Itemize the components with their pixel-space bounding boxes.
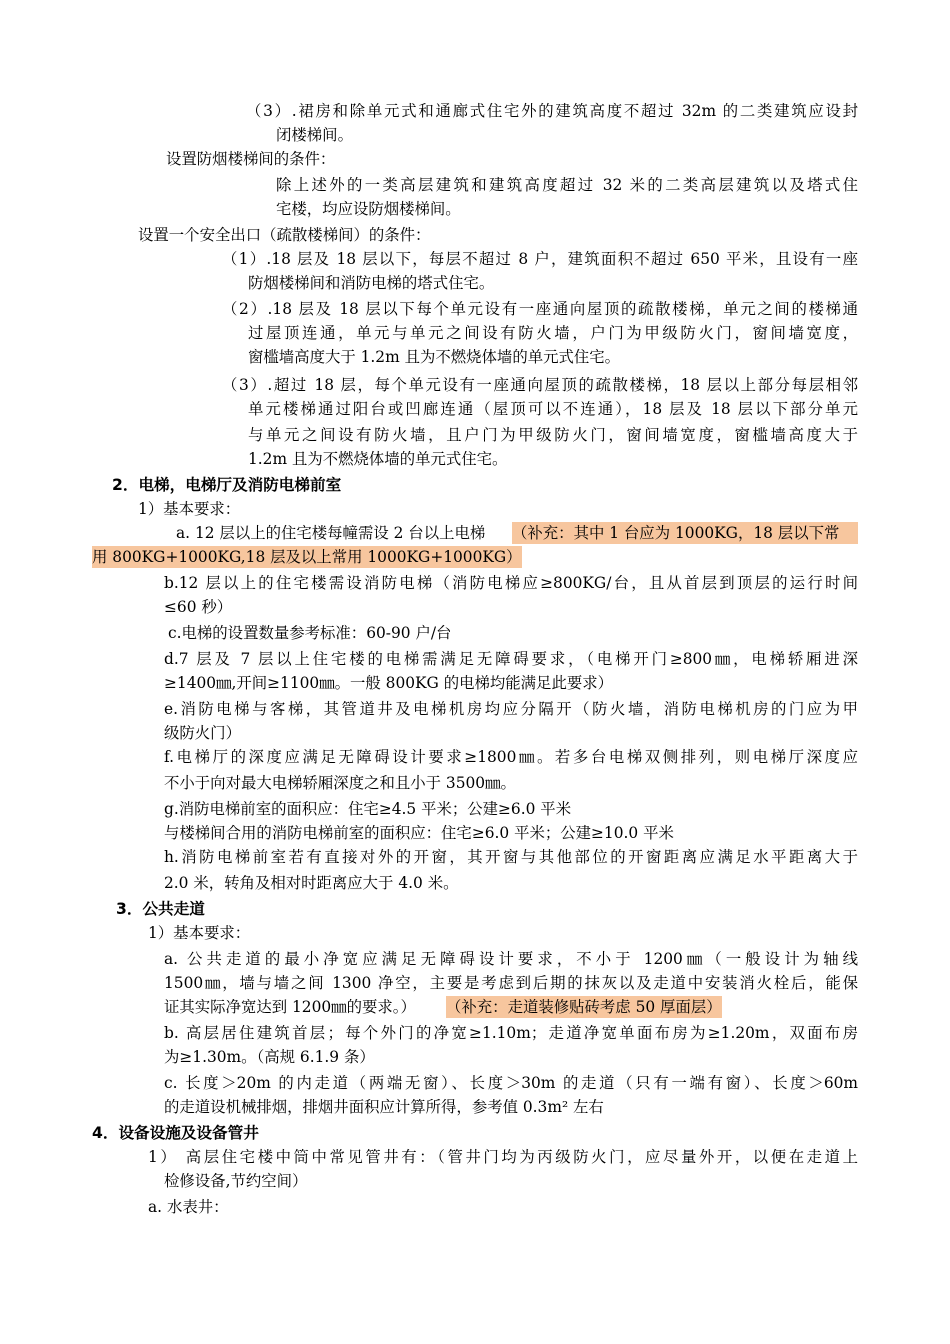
text-line: b. 高层居住建筑首层；每个外门的净宽≥1.10m；走道净宽单面布房为≥1.20m，双面布房 [164,1024,858,1042]
text-line: 设置防烟楼梯间的条件： [166,150,336,168]
text-line: ≥1400㎜,开间≥1100㎜。一般 800KG 的电梯均能满足此要求） [164,674,614,692]
text-line: 与楼梯间合用的消防电梯前室的面积应：住宅≥6.0 平米；公建≥10.0 平米 [164,824,674,842]
text-line: 宅楼，均应设防烟楼梯间。 [276,200,461,218]
text-line: 除上述外的一类高层建筑和建筑高度超过 32 米的二类高层建筑以及塔式住 [276,176,858,194]
text-line: 防烟楼梯间和消防电梯的塔式住宅。 [248,274,495,292]
text-line: 不小于向对最大电梯轿厢深度之和且小于 3500㎜。 [164,774,516,792]
text-line: 2.0 米，转角及相对时距离应大于 4.0 米。 [164,874,459,892]
text-line: （3）.裙房和除单元式和通廊式住宅外的建筑高度不超过 32m 的二类建筑应设封 [246,102,858,120]
highlighted-note: （补充：其中 1 台应为 1000KG，18 层以下常 [512,522,858,544]
text-line: d.7 层及 7 层以上住宅楼的电梯需满足无障碍要求，（电梯开门≥800㎜，电梯轿厢进深 [164,650,858,668]
highlighted-note: 用 800KG+1000KG,18 层及以上常用 1000KG+1000KG） [92,548,522,566]
text-line: h.消防电梯前室若有直接对外的开窗，其开窗与其他部位的开窗距离应满足水平距离大于 [164,848,858,866]
text-line: f.电梯厅的深度应满足无障碍设计要求≥1800㎜。若多台电梯双侧排列，则电梯厅深度应 [164,748,858,766]
text-line: （1）.18 层及 18 层以下，每层不超过 8 户，建筑面积不超过 650 平米，且设有一座 [222,250,858,268]
text-line: 为≥1.30m。（高规 6.1.9 条） [164,1048,375,1066]
text-line: （3）.超过 18 层，每个单元设有一座通向屋顶的疏散楼梯，18 层以上部分每层相邻 [222,376,858,394]
text-line: 设置一个安全出口（疏散楼梯间）的条件： [138,226,431,244]
text-line: 1500㎜，墙与墙之间 1300 净空，主要是考虑到后期的抹灰以及走道中安装消火栓后，能保 [164,974,858,992]
text-line: 过屋顶连通，单元与单元之间设有防火墙，户门为甲级防火门，窗间墙宽度， [248,324,858,342]
text-line: ≤60 秒） [164,598,233,616]
subsection-heading: 1）基本要求： [148,924,251,942]
text-line: a. 12 层以上的住宅楼每幢需设 2 台以上电梯 [176,524,486,542]
text-line: 的走道设机械排烟，排烟井面积应计算所得，参考值 0.3m² 左右 [164,1098,604,1116]
text-line: 证其实际净宽达到 1200㎜的要求。） [164,998,416,1016]
text-line: 与单元之间设有防火墙，且户门为甲级防火门，窗间墙宽度，窗槛墙高度大于 [248,426,858,444]
text-line: 闭楼梯间。 [276,126,353,144]
highlighted-note: （补充：走道装修贴砖考虑 50 厚面层） [446,998,722,1016]
text-line: c. 长度＞20m 的内走道（两端无窗）、长度＞30m 的走道（只有一端有窗）、长度＞60m [164,1074,858,1092]
text-line: a. 公共走道的最小净宽应满足无障碍设计要求，不小于 1200㎜（一般设计为轴线 [164,950,858,968]
text-line: g.消防电梯前室的面积应：住宅≥4.5 平米；公建≥6.0 平米 [164,800,572,818]
section-heading: 4．设备设施及设备管井 [92,1124,259,1142]
text-line: （2）.18 层及 18 层以下每个单元设有一座通向屋顶的疏散楼梯，单元之间的楼梯通 [222,300,858,318]
section-heading: 3．公共走道 [116,900,205,918]
subsection-heading: 1）基本要求： [138,500,241,518]
text-line: 单元楼梯通过阳台或凹廊连通（屋顶可以不连通），18 层及 18 层以下部分单元 [248,400,858,418]
text-line: 1） 高层住宅楼中筒中常见管井有：（管井门均为丙级防火门，应尽量外开，以便在走道上 [148,1148,858,1166]
text-line: 级防火门） [164,724,241,742]
section-heading: 2．电梯，电梯厅及消防电梯前室 [112,476,342,494]
text-line: a. 水表井： [148,1198,229,1216]
text-line: 窗槛墙高度大于 1.2m 且为不燃烧体墙的单元式住宅。 [248,348,621,366]
text-line: b.12 层以上的住宅楼需设消防电梯（消防电梯应≥800KG/台，且从首层到顶层的运行时间 [164,574,858,592]
text-line: e.消防电梯与客梯，其管道井及电梯机房均应分隔开（防火墙，消防电梯机房的门应为甲 [164,700,858,718]
text-line: 1.2m 且为不燃烧体墙的单元式住宅。 [248,450,508,468]
text-line: c.电梯的设置数量参考标准：60-90 户/台 [168,624,452,642]
text-line: 检修设备,节约空间） [164,1172,308,1190]
